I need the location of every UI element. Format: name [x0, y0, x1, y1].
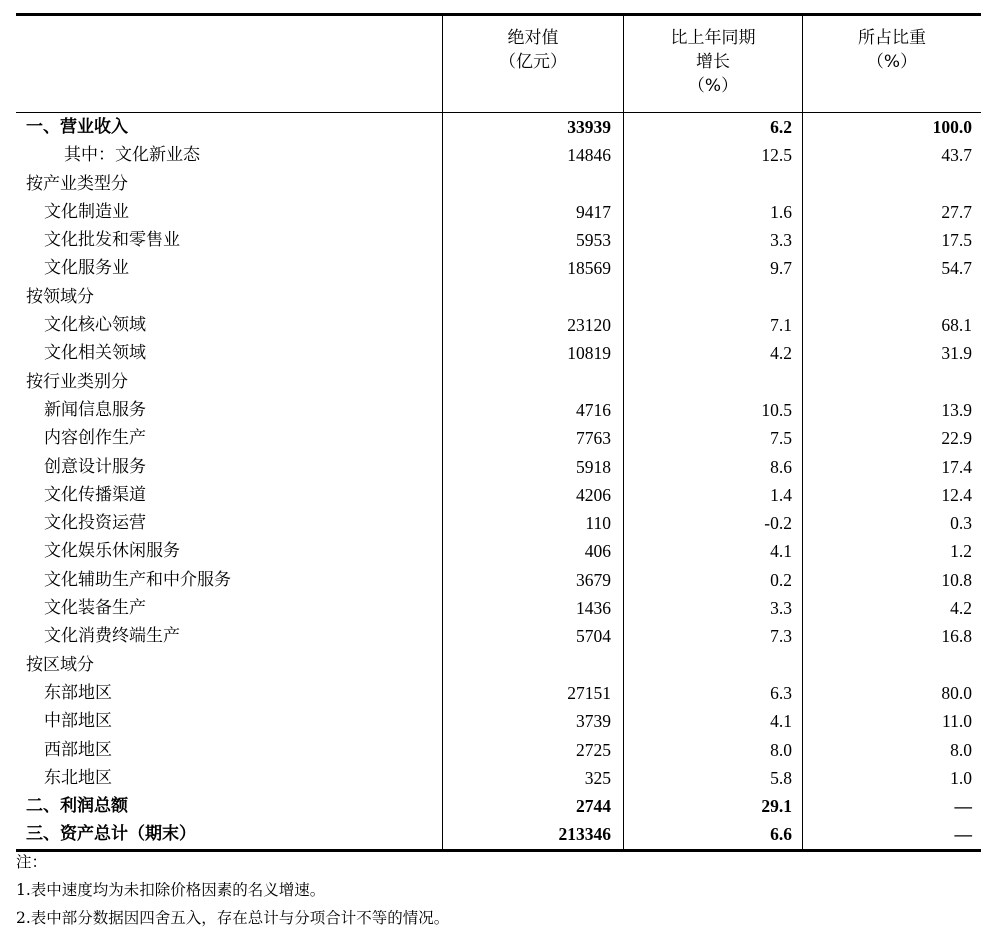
row-growth: 7.1 — [623, 311, 802, 339]
notes-title: 注： — [16, 853, 48, 871]
table-row — [16, 254, 981, 282]
table-row — [16, 113, 981, 141]
row-growth: -0.2 — [623, 509, 802, 537]
row-growth: 0.2 — [623, 566, 802, 594]
row-share: 8.0 — [802, 736, 981, 764]
row-absolute-value: 2725 — [442, 736, 623, 764]
row-growth: 7.5 — [623, 424, 802, 452]
row-label: 西部地区 — [44, 739, 112, 760]
row-absolute-value: 406 — [442, 537, 623, 565]
row-share: 13.9 — [802, 396, 981, 424]
table-row — [16, 141, 981, 169]
row-absolute-value: 10819 — [442, 339, 623, 367]
row-share: 4.2 — [802, 594, 981, 622]
row-label: 文化娱乐休闲服务 — [44, 541, 180, 562]
row-label: 东部地区 — [44, 682, 112, 703]
table-row — [16, 622, 981, 650]
table-row — [16, 509, 981, 537]
table-row — [16, 170, 981, 198]
row-share: 0.3 — [802, 509, 981, 537]
row-absolute-value: 4716 — [442, 396, 623, 424]
table-row — [16, 792, 981, 820]
row-share: 17.4 — [802, 453, 981, 481]
row-share — [802, 651, 981, 679]
row-share: 12.4 — [802, 481, 981, 509]
row-label: 按产业类型分 — [26, 173, 128, 194]
table-header — [16, 16, 981, 113]
row-share: 1.0 — [802, 764, 981, 792]
row-label: 三、资产总计（期末） — [26, 824, 196, 845]
table-row — [16, 736, 981, 764]
row-growth: 4.1 — [623, 707, 802, 735]
row-label: 中部地区 — [44, 711, 112, 732]
statistics-table — [16, 13, 981, 852]
row-label: 按领域分 — [26, 286, 94, 307]
row-growth — [623, 283, 802, 311]
row-label: 文化批发和零售业 — [44, 230, 180, 251]
row-growth: 6.6 — [623, 820, 802, 848]
row-label: 创意设计服务 — [44, 456, 146, 477]
row-label: 文化服务业 — [44, 258, 129, 279]
row-label: 文化传播渠道 — [44, 484, 146, 505]
table-row — [16, 764, 981, 792]
row-absolute-value: 27151 — [442, 679, 623, 707]
table-row — [16, 311, 981, 339]
row-share: 10.8 — [802, 566, 981, 594]
row-growth: 10.5 — [623, 396, 802, 424]
row-share: — — [802, 792, 981, 820]
row-growth: 4.1 — [623, 537, 802, 565]
row-absolute-value: 3739 — [442, 707, 623, 735]
row-share: 17.5 — [802, 226, 981, 254]
row-share: 80.0 — [802, 679, 981, 707]
table-row — [16, 481, 981, 509]
note-item: 1.表中速度均为未扣除价格因素的名义增速。 — [16, 881, 326, 899]
row-growth: 5.8 — [623, 764, 802, 792]
table-row — [16, 283, 981, 311]
row-share — [802, 283, 981, 311]
table-row — [16, 566, 981, 594]
row-growth: 7.3 — [623, 622, 802, 650]
row-growth — [623, 170, 802, 198]
row-label: 其中：文化新业态 — [64, 145, 200, 166]
row-share: 27.7 — [802, 198, 981, 226]
table-body — [16, 113, 981, 852]
row-label: 文化装备生产 — [44, 598, 146, 619]
row-growth: 6.2 — [623, 113, 802, 141]
row-label: 按区域分 — [26, 654, 94, 675]
header-share — [802, 16, 981, 112]
row-absolute-value: 325 — [442, 764, 623, 792]
row-share: 16.8 — [802, 622, 981, 650]
row-absolute-value: 7763 — [442, 424, 623, 452]
note-item: 2.表中部分数据因四舍五入，存在总计与分项合计不等的情况。 — [16, 909, 450, 927]
row-label: 新闻信息服务 — [44, 399, 146, 420]
table-row — [16, 396, 981, 424]
header-unit: （%） — [687, 76, 739, 96]
header-text: 比上年同期 — [670, 28, 756, 48]
table-row — [16, 453, 981, 481]
header-text: 绝对值 — [507, 28, 559, 48]
row-growth: 1.4 — [623, 481, 802, 509]
row-label: 文化辅助生产和中介服务 — [44, 569, 231, 590]
row-absolute-value: 5704 — [442, 622, 623, 650]
row-share: 68.1 — [802, 311, 981, 339]
row-label: 二、利润总额 — [26, 796, 128, 817]
row-absolute-value: 18569 — [442, 254, 623, 282]
table-row — [16, 651, 981, 679]
row-label: 文化核心领域 — [44, 315, 146, 336]
row-absolute-value — [442, 368, 623, 396]
row-share: 54.7 — [802, 254, 981, 282]
row-absolute-value: 110 — [442, 509, 623, 537]
row-growth: 29.1 — [623, 792, 802, 820]
row-share: — — [802, 820, 981, 848]
table-row — [16, 339, 981, 367]
row-share: 22.9 — [802, 424, 981, 452]
row-growth — [623, 368, 802, 396]
row-label: 按行业类别分 — [26, 371, 128, 392]
table-row — [16, 226, 981, 254]
row-share — [802, 368, 981, 396]
table-row — [16, 707, 981, 735]
row-absolute-value: 3679 — [442, 566, 623, 594]
row-absolute-value: 4206 — [442, 481, 623, 509]
row-label: 一、营业收入 — [26, 117, 128, 137]
row-label: 内容创作生产 — [44, 428, 146, 449]
table-row — [16, 198, 981, 226]
row-absolute-value: 213346 — [442, 820, 623, 848]
row-growth: 9.7 — [623, 254, 802, 282]
header-unit: （亿元） — [499, 52, 567, 72]
row-absolute-value: 9417 — [442, 198, 623, 226]
row-absolute-value: 33939 — [442, 113, 623, 141]
table-row — [16, 424, 981, 452]
table-row — [16, 537, 981, 565]
row-absolute-value: 5918 — [442, 453, 623, 481]
table-row — [16, 679, 981, 707]
row-growth: 8.0 — [623, 736, 802, 764]
row-absolute-value: 5953 — [442, 226, 623, 254]
row-growth: 12.5 — [623, 141, 802, 169]
row-absolute-value — [442, 651, 623, 679]
row-growth: 1.6 — [623, 198, 802, 226]
row-absolute-value: 14846 — [442, 141, 623, 169]
row-growth: 6.3 — [623, 679, 802, 707]
row-absolute-value: 1436 — [442, 594, 623, 622]
row-growth: 8.6 — [623, 453, 802, 481]
row-growth: 3.3 — [623, 594, 802, 622]
row-growth: 4.2 — [623, 339, 802, 367]
row-share: 11.0 — [802, 707, 981, 735]
row-absolute-value — [442, 283, 623, 311]
row-growth: 3.3 — [623, 226, 802, 254]
header-text: 所占比重 — [858, 28, 926, 48]
row-share: 31.9 — [802, 339, 981, 367]
table-row — [16, 368, 981, 396]
row-label: 文化消费终端生产 — [44, 626, 180, 647]
row-growth — [623, 651, 802, 679]
row-absolute-value: 23120 — [442, 311, 623, 339]
row-share: 43.7 — [802, 141, 981, 169]
row-label: 文化制造业 — [44, 201, 129, 222]
header-growth — [623, 16, 802, 112]
row-share: 100.0 — [802, 113, 981, 141]
header-label-column — [16, 16, 442, 112]
table-row — [16, 594, 981, 622]
header-text: 增长 — [696, 52, 730, 72]
row-absolute-value — [442, 170, 623, 198]
table-row — [16, 820, 981, 848]
footnotes — [16, 848, 449, 932]
row-label: 文化相关领域 — [44, 343, 146, 364]
row-label: 东北地区 — [44, 767, 112, 788]
row-label: 文化投资运营 — [44, 513, 146, 534]
row-share: 1.2 — [802, 537, 981, 565]
header-unit: （%） — [866, 52, 918, 72]
header-absolute-value — [442, 16, 623, 112]
row-absolute-value: 2744 — [442, 792, 623, 820]
row-share — [802, 170, 981, 198]
